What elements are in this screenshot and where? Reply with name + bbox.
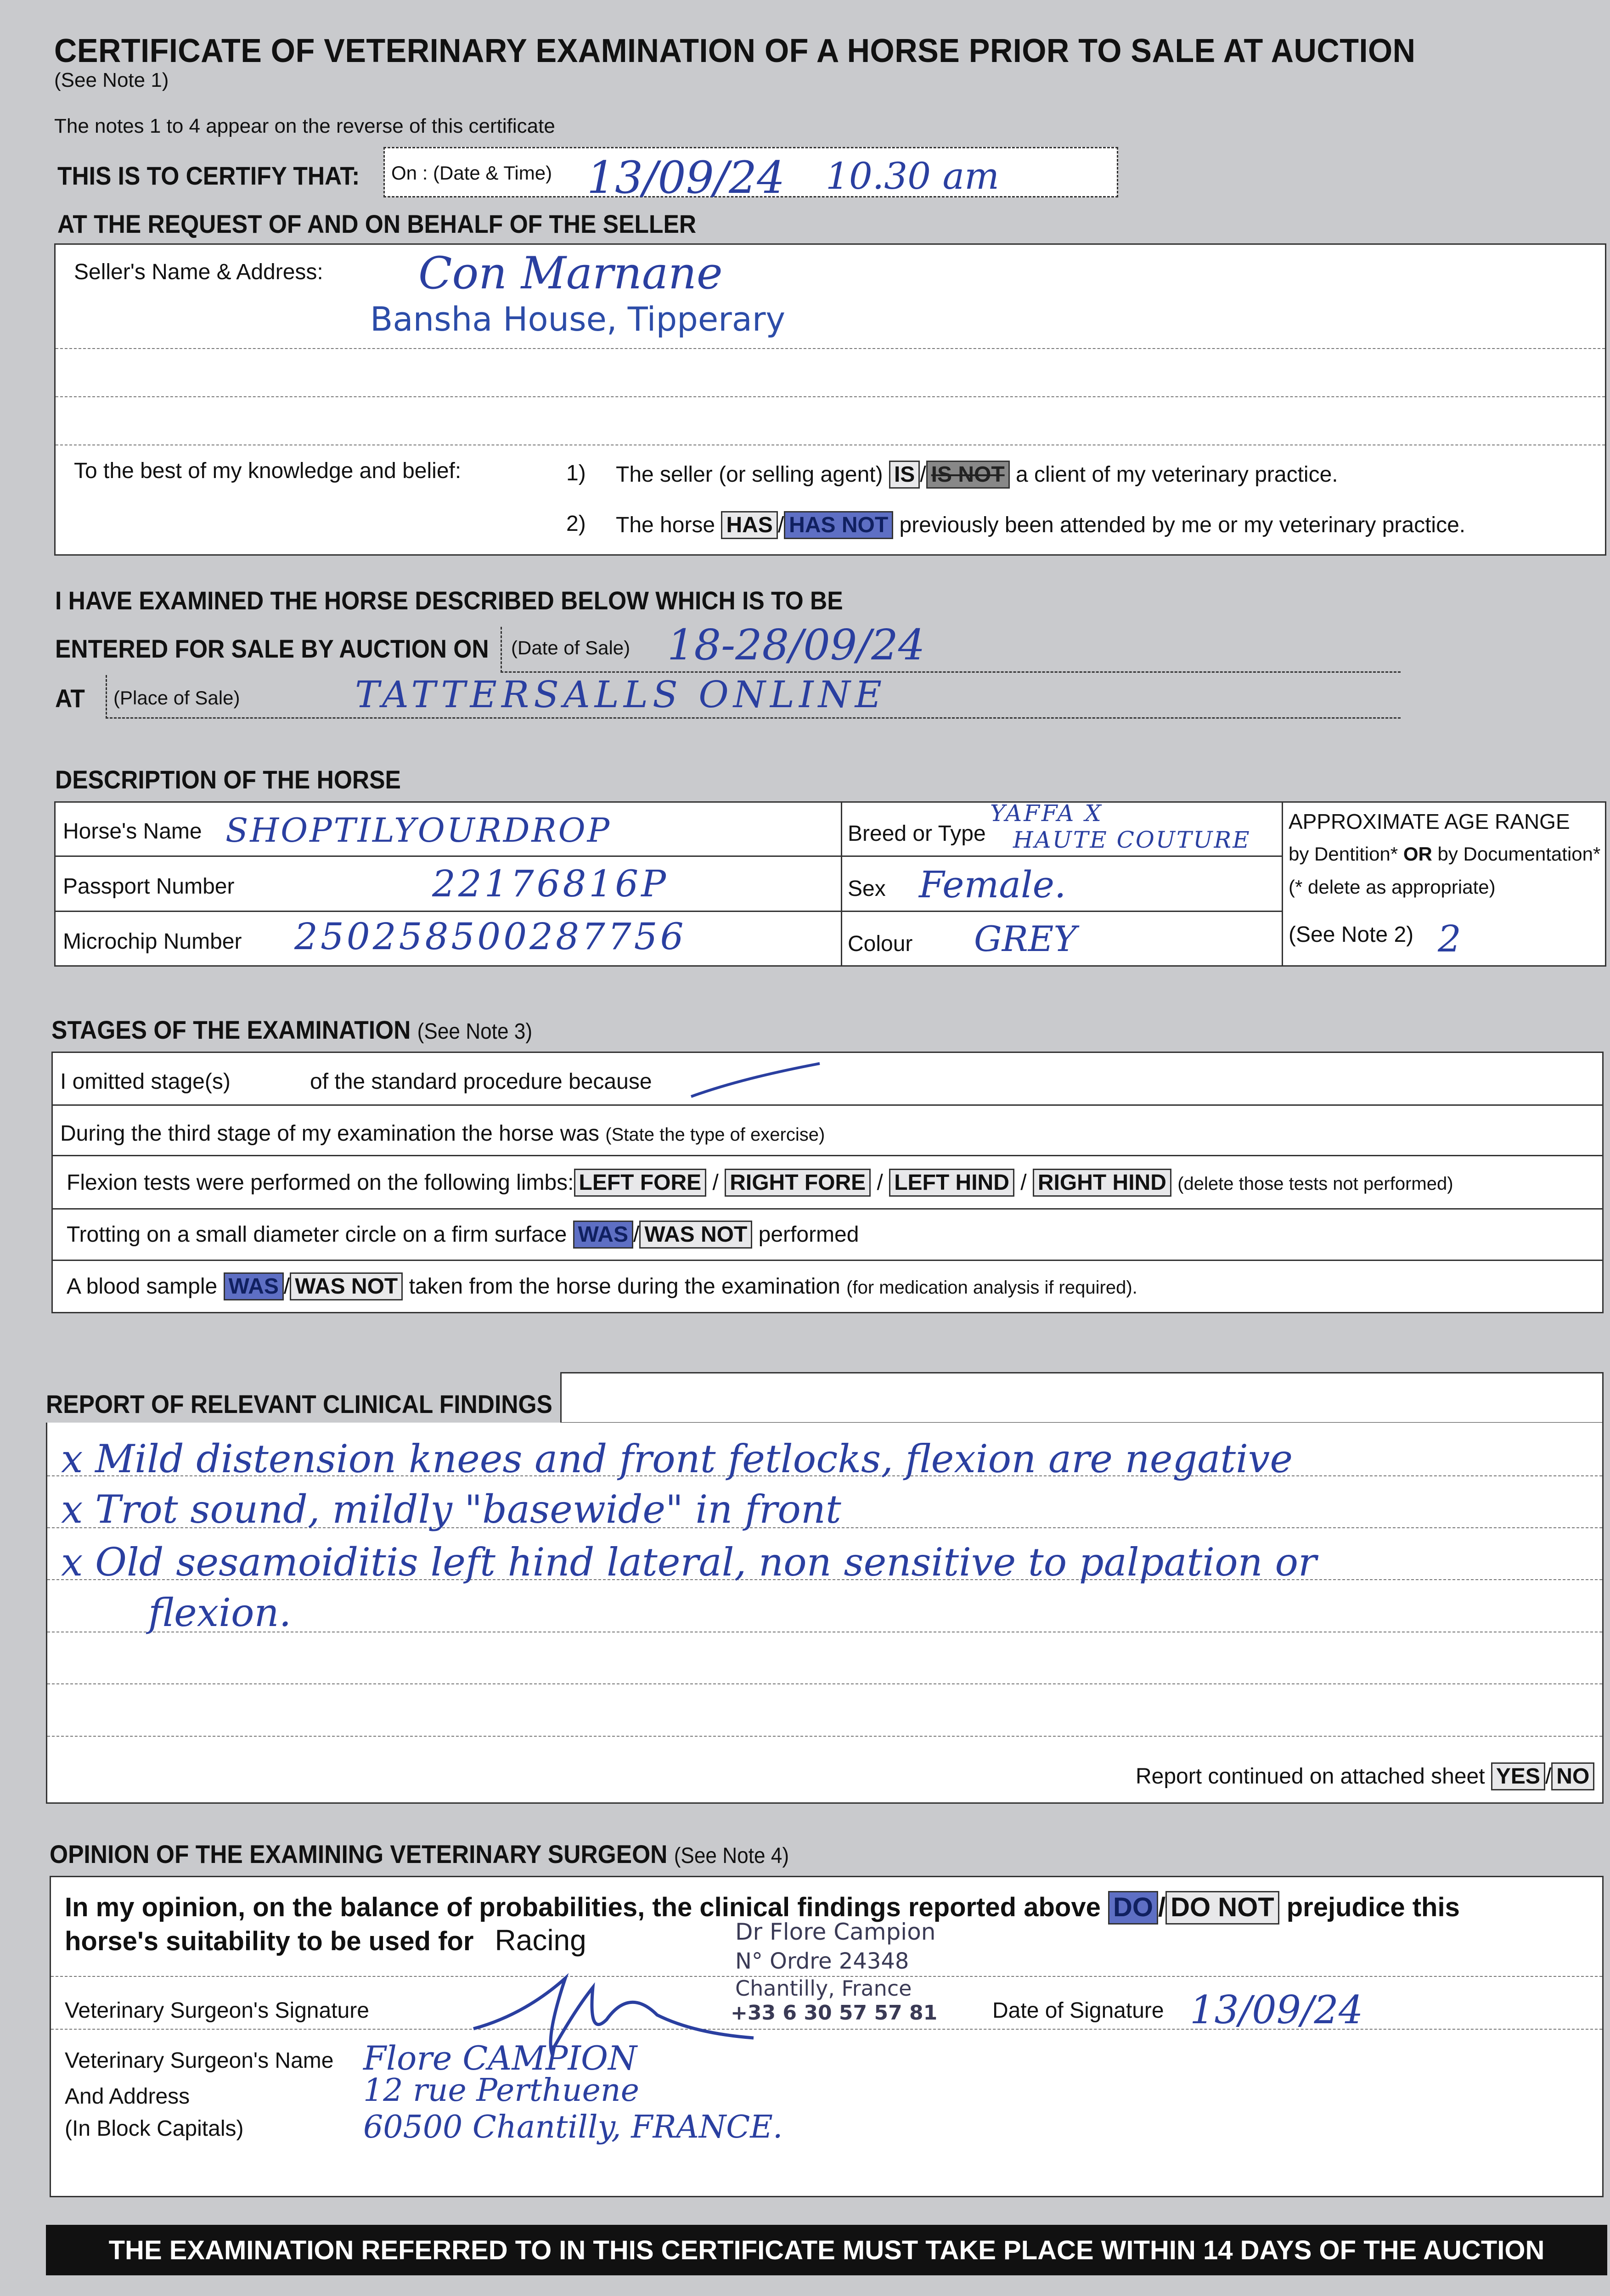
blood-note: (for medication analysis if required).	[846, 1277, 1137, 1298]
continued-row	[1136, 1762, 1594, 1790]
trotting-was-not-option[interactable]: WAS NOT	[639, 1221, 752, 1249]
finding-line-1: x Mild distension knees and front fetlocks, flexion are negative	[61, 1436, 1293, 1481]
opinion-title	[50, 1839, 789, 1869]
date-signature: 13/09/24	[1190, 1987, 1363, 2032]
continued-no[interactable]: NO	[1551, 1762, 1594, 1790]
age-or: OR	[1403, 843, 1432, 865]
flexion-row	[67, 1169, 1453, 1197]
findings-box[interactable]	[46, 1423, 1604, 1804]
stmt1-pre: The seller (or selling agent)	[616, 462, 883, 487]
age-title: APPROXIMATE AGE RANGE	[1289, 810, 1570, 833]
breed-label: Breed or Type	[848, 822, 986, 846]
description-title: DESCRIPTION OF THE HORSE	[55, 765, 401, 794]
notes-info: The notes 1 to 4 appear on the reverse of this certificate	[54, 115, 555, 137]
opinion-text-post: prejudice this	[1286, 1892, 1460, 1922]
date-time-label: On : (Date & Time)	[391, 162, 552, 184]
flexion-note: (delete those tests not performed)	[1177, 1174, 1453, 1194]
stages-heading: STAGES OF THE EXAMINATION	[51, 1015, 411, 1044]
passport-label: Passport Number	[63, 874, 235, 899]
date-time-field[interactable]	[383, 147, 1118, 203]
omitted-label: I omitted stage(s)	[60, 1069, 231, 1094]
opinion-box	[50, 1876, 1604, 2197]
stamp-phone: +33 6 30 57 57 81	[731, 2001, 938, 2025]
examined-label: I HAVE EXAMINED THE HORSE DESCRIBED BELOW WHICH IS TO BE	[55, 586, 843, 615]
certificate-title: CERTIFICATE OF VETERINARY EXAMINATION OF A HORSE PRIOR TO SALE AT AUCTION	[54, 33, 1416, 69]
horse-name-label: Horse's Name	[63, 819, 202, 844]
exam-time: 10.30 am	[826, 155, 1000, 197]
stages-box	[51, 1052, 1604, 1313]
opinion-do-option[interactable]: DO	[1108, 1891, 1158, 1925]
date-signature-label: Date of Signature	[992, 1998, 1164, 2023]
finding-line-4: flexion.	[148, 1590, 292, 1635]
third-stage-label: During the third stage of my examination the horse was	[60, 1121, 599, 1146]
age-by-dentition: by Dentition*	[1289, 843, 1398, 865]
certify-label: THIS IS TO CERTIFY THAT:	[57, 161, 360, 190]
third-stage-note: (State the type of exercise)	[605, 1125, 825, 1145]
slash: /	[1020, 1171, 1027, 1195]
microchip-label: Microchip Number	[63, 929, 242, 954]
continued-label: Report continued on attached sheet	[1136, 1764, 1485, 1789]
blood-post: taken from the horse during the examination	[409, 1274, 840, 1299]
finding-line-3: x Old sesamoiditis left hind lateral, non sensitive to palpation or	[61, 1540, 1317, 1585]
horse-has-option[interactable]: HAS	[721, 511, 777, 539]
blood-was-not-option[interactable]: WAS NOT	[290, 1272, 403, 1300]
limb-left-hind[interactable]: LEFT HIND	[889, 1169, 1014, 1197]
horse-name: SHOPTILYOURDROP	[225, 811, 612, 850]
opinion-line-2	[65, 1923, 586, 1957]
seller-is-not-option[interactable]: IS NOT	[926, 461, 1010, 489]
findings-title: REPORT OF RELEVANT CLINICAL FINDINGS	[46, 1390, 552, 1418]
microchip-number: 250258500287756	[294, 915, 687, 958]
trotting-label: Trotting on a small diameter circle on a firm surface	[67, 1222, 567, 1247]
opinion-do-not-option[interactable]: DO NOT	[1165, 1891, 1279, 1925]
breed-line1: YAFFA X	[990, 800, 1103, 827]
entered-label: ENTERED FOR SALE BY AUCTION ON	[55, 634, 489, 663]
limb-left-fore[interactable]: LEFT FORE	[574, 1169, 707, 1197]
findings-header-field[interactable]	[560, 1372, 1604, 1424]
exam-date: 13/09/24	[587, 152, 785, 203]
third-stage	[60, 1121, 825, 1146]
vet-name: Flore CAMPION	[363, 2039, 637, 2077]
colour-label: Colour	[848, 932, 913, 956]
opinion-use: Racing	[495, 1924, 586, 1957]
at-label: AT	[55, 684, 85, 713]
stmt1-post: a client of my veterinary practice.	[1016, 462, 1338, 487]
sale-place-field[interactable]	[106, 675, 1401, 719]
vet-address-2: 60500 Chantilly, FRANCE.	[363, 2109, 783, 2145]
stages-note: (See Note 3)	[417, 1019, 533, 1044]
seller-is-option[interactable]: IS	[889, 461, 920, 489]
stmt2-pre: The horse	[616, 513, 715, 537]
slash: /	[633, 1222, 640, 1247]
stages-title	[51, 1015, 532, 1045]
limb-right-hind[interactable]: RIGHT HIND	[1033, 1169, 1171, 1197]
slash: /	[777, 513, 784, 537]
slash: /	[877, 1171, 883, 1195]
knowledge-label: To the best of my knowledge and belief:	[74, 459, 462, 483]
stamp-line-3: Chantilly, France	[735, 1976, 912, 2001]
opinion-note: (See Note 4)	[674, 1844, 789, 1868]
footer-warning: THE EXAMINATION REFERRED TO IN THIS CERTIFICATE MUST TAKE PLACE WITHIN 14 DAYS OF THE AUCTION	[46, 2225, 1607, 2275]
description-table	[54, 801, 1606, 967]
sale-date-field[interactable]	[501, 620, 1401, 673]
stamp-line-2: N° Ordre 24348	[735, 1948, 909, 1974]
age-by-documentation: by Documentation*	[1437, 843, 1601, 865]
see-note-1: (See Note 1)	[54, 69, 169, 91]
slash: /	[920, 462, 926, 487]
limb-right-fore[interactable]: RIGHT FORE	[725, 1169, 871, 1197]
request-label: AT THE REQUEST OF AND ON BEHALF OF THE SELLER	[57, 209, 697, 238]
stmt2	[616, 511, 1465, 539]
age-method	[1289, 843, 1600, 865]
opinion-text-line2: horse's suitability to be used for	[65, 1926, 474, 1956]
flexion-label: Flexion tests were performed on the following limbs:	[67, 1171, 574, 1195]
seller-name: Con Marnane	[418, 248, 723, 299]
stmt2-number: 2)	[566, 512, 586, 536]
opinion-heading: OPINION OF THE EXAMINING VETERINARY SURGEON	[50, 1840, 668, 1868]
age-see-note: (See Note 2)	[1289, 923, 1414, 947]
passport-number: 22176816P	[432, 862, 669, 905]
address-label-2: (In Block Capitals)	[65, 2116, 244, 2141]
opinion-text-pre: In my opinion, on the balance of probabilities, the clinical findings reported above	[65, 1892, 1101, 1922]
vet-address-1: 12 rue Perthuene	[363, 2072, 639, 2109]
slash: /	[1545, 1764, 1552, 1789]
seller-box	[54, 243, 1606, 556]
address-label-1: And Address	[65, 2084, 190, 2109]
sex-label: Sex	[848, 877, 886, 901]
stmt1-number: 1)	[566, 461, 586, 485]
blood-label: A blood sample	[67, 1274, 218, 1299]
omitted-post: of the standard procedure because	[310, 1069, 652, 1094]
age-value: 2	[1438, 917, 1461, 960]
sale-place-label: (Place of Sale)	[113, 687, 240, 709]
blood-row	[67, 1272, 1137, 1300]
age-delete-note: (* delete as appropriate)	[1289, 876, 1496, 898]
omitted-stroke	[687, 1060, 824, 1101]
sale-date: 18-28/09/24	[667, 620, 925, 670]
sex-value: Female.	[919, 863, 1066, 906]
horse-has-not-option[interactable]: HAS NOT	[784, 511, 893, 539]
sale-date-label: (Date of Sale)	[511, 637, 630, 658]
seller-name-label: Seller's Name & Address:	[74, 260, 323, 284]
seller-address: Bansha House, Tipperary	[370, 300, 786, 338]
stamp-line-1: Dr Flore Campion	[735, 1919, 936, 1945]
signature-label: Veterinary Surgeon's Signature	[65, 1998, 369, 2023]
breed-line2: HAUTE COUTURE	[1013, 827, 1251, 853]
slash: /	[712, 1171, 719, 1195]
trotting-row	[67, 1221, 859, 1249]
finding-line-2: x Trot sound, mildly "basewide" in front	[61, 1487, 841, 1532]
blood-was-option[interactable]: WAS	[224, 1272, 284, 1300]
slash: /	[283, 1274, 290, 1299]
colour-value: GREY	[974, 918, 1077, 959]
continued-yes[interactable]: YES	[1491, 1762, 1545, 1790]
trotting-was-option[interactable]: WAS	[573, 1221, 633, 1249]
trotting-post: performed	[758, 1222, 859, 1247]
vet-name-label: Veterinary Surgeon's Name	[65, 2048, 334, 2073]
slash: /	[1158, 1892, 1166, 1922]
stmt1	[616, 461, 1338, 489]
sale-place: TATTERSALLS ONLINE	[355, 673, 886, 716]
stmt2-post: previously been attended by me or my veterinary practice.	[899, 513, 1466, 537]
